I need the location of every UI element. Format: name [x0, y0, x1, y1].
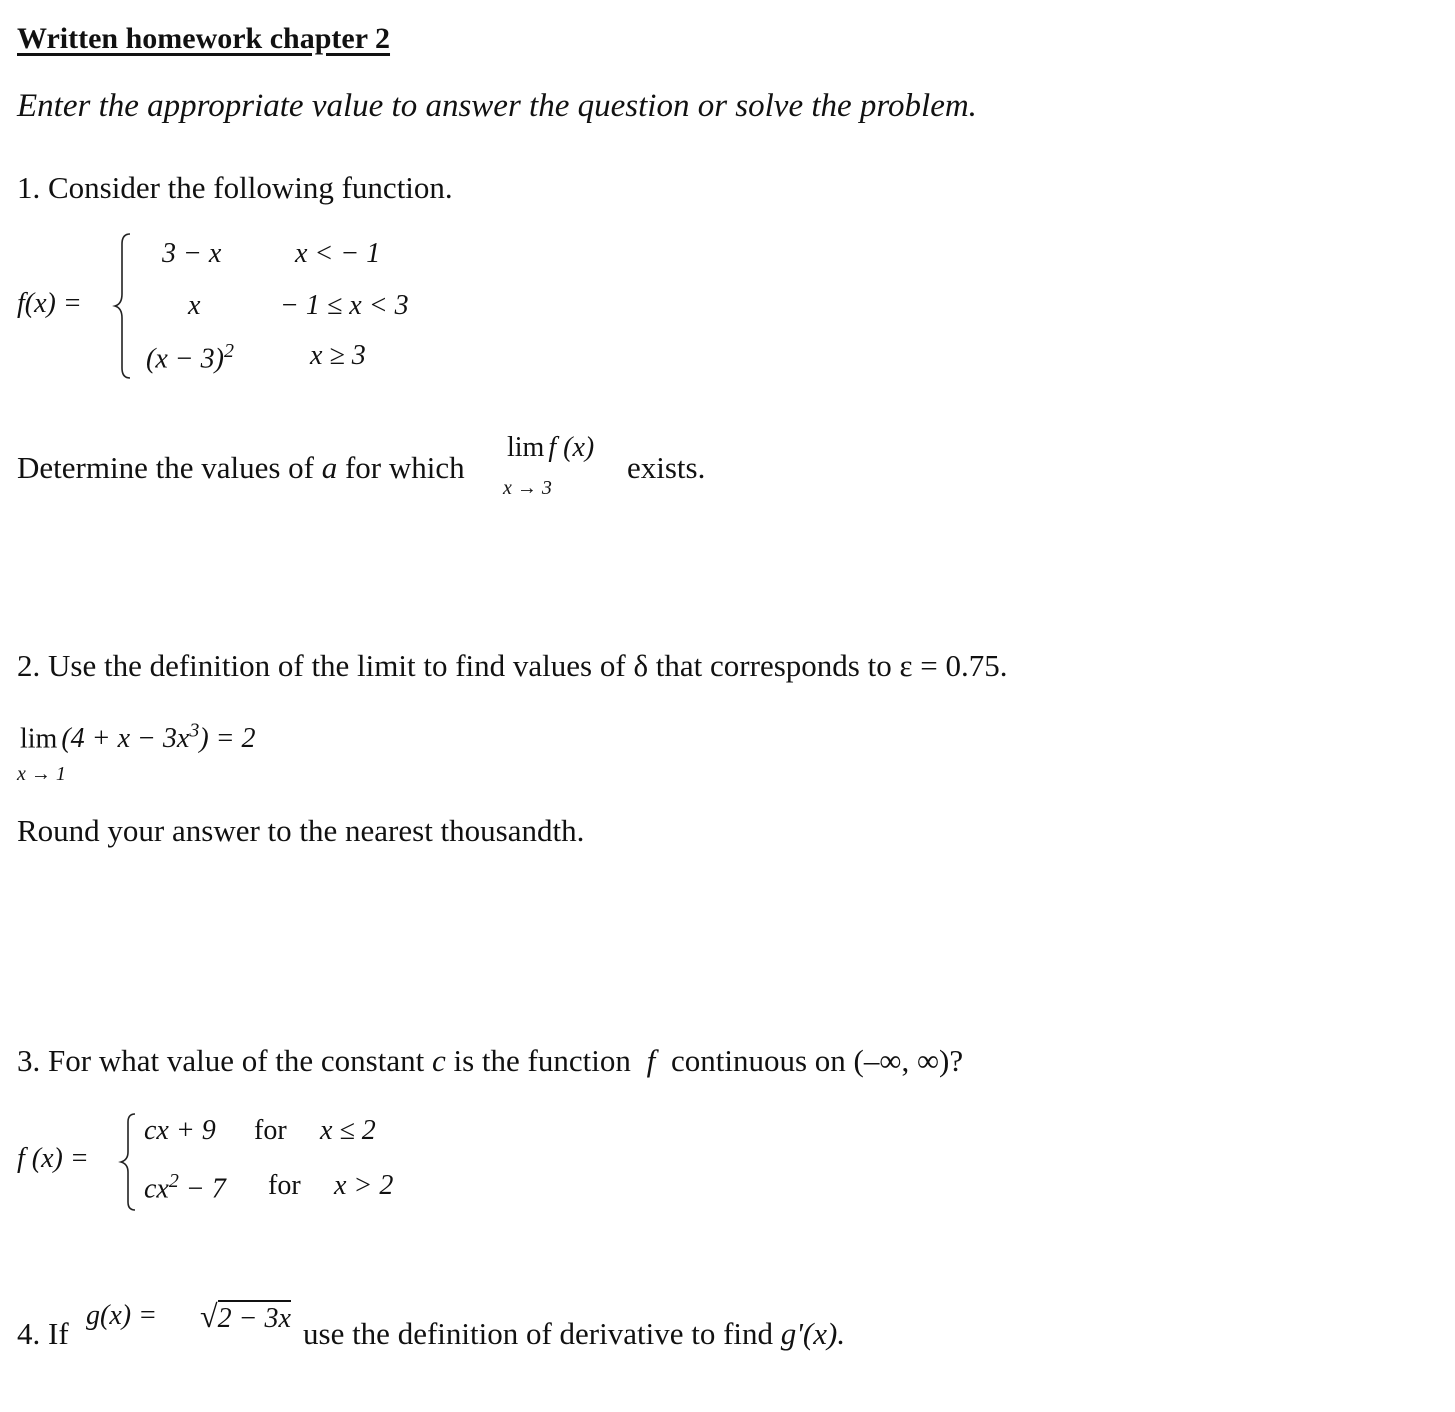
q3-lhs: f (x) =	[17, 1143, 89, 1174]
q1-prompt: 1. Consider the following function.	[17, 170, 453, 205]
q1-limit	[507, 432, 594, 464]
q1-lim-func: f (x)	[548, 432, 595, 463]
q1-lim-sub: x → 3	[503, 477, 552, 499]
q1-case3-cond: x ≥ 3	[310, 340, 366, 371]
q3-case2-expr: $cx^2 - 7$	[144, 1170, 226, 1205]
q2-lim-sub: x → 1	[17, 763, 66, 785]
q4-func: g(x) =	[86, 1300, 157, 1331]
q3-prompt: 3. For what value of the constant c is the function f continuous on (–∞, ∞)?	[17, 1043, 964, 1078]
q1-question: Determine the values of a for which	[17, 450, 465, 485]
q4-target: g'(x).	[780, 1316, 846, 1351]
instructions: Enter the appropriate value to answer the question or solve the problem.	[17, 88, 977, 124]
q4-sqrt: √2 − 3x	[200, 1298, 291, 1334]
page-title: Written homework chapter 2	[17, 22, 391, 55]
q4-radicand: 2 − 3x	[218, 1300, 291, 1334]
q1-question-end: exists.	[627, 450, 706, 485]
q2-lim-expr: $(4 + x - 3x^3) = 2$	[61, 720, 256, 755]
q3-case2-cond: x > 2	[334, 1170, 394, 1201]
q3-case2-for: for	[268, 1170, 301, 1201]
q2-round-note: Round your answer to the nearest thousandth.	[17, 813, 585, 848]
q1-case1-cond: x < − 1	[295, 238, 381, 269]
q1-case2-expr: x	[188, 290, 201, 321]
q1-case1-expr: 3 − x	[162, 238, 222, 269]
q3-case1-for: for	[254, 1115, 287, 1146]
q4-prefix: 4. If	[17, 1316, 69, 1351]
q4-suffix: use the definition of derivative to find g'(x).	[303, 1316, 846, 1351]
q3-case1-expr: cx + 9	[144, 1115, 216, 1146]
q1-lhs: f(x) =	[17, 288, 82, 319]
q1-case2-cond: − 1 ≤ x < 3	[280, 290, 409, 321]
q2-lim-word: lim	[20, 723, 58, 755]
q1-case3-expr: $(x - 3)^2$	[146, 340, 234, 375]
q2-limit	[20, 720, 256, 755]
q2-prompt: 2. Use the definition of the limit to find values of δ that corresponds to ε = 0.75.	[17, 648, 1008, 683]
q1-var-a: a	[321, 450, 338, 485]
q3-case1-cond: x ≤ 2	[320, 1115, 376, 1146]
q1-left-brace	[112, 232, 132, 380]
q3-left-brace	[118, 1112, 138, 1212]
q1-lim-word: lim	[507, 432, 545, 463]
